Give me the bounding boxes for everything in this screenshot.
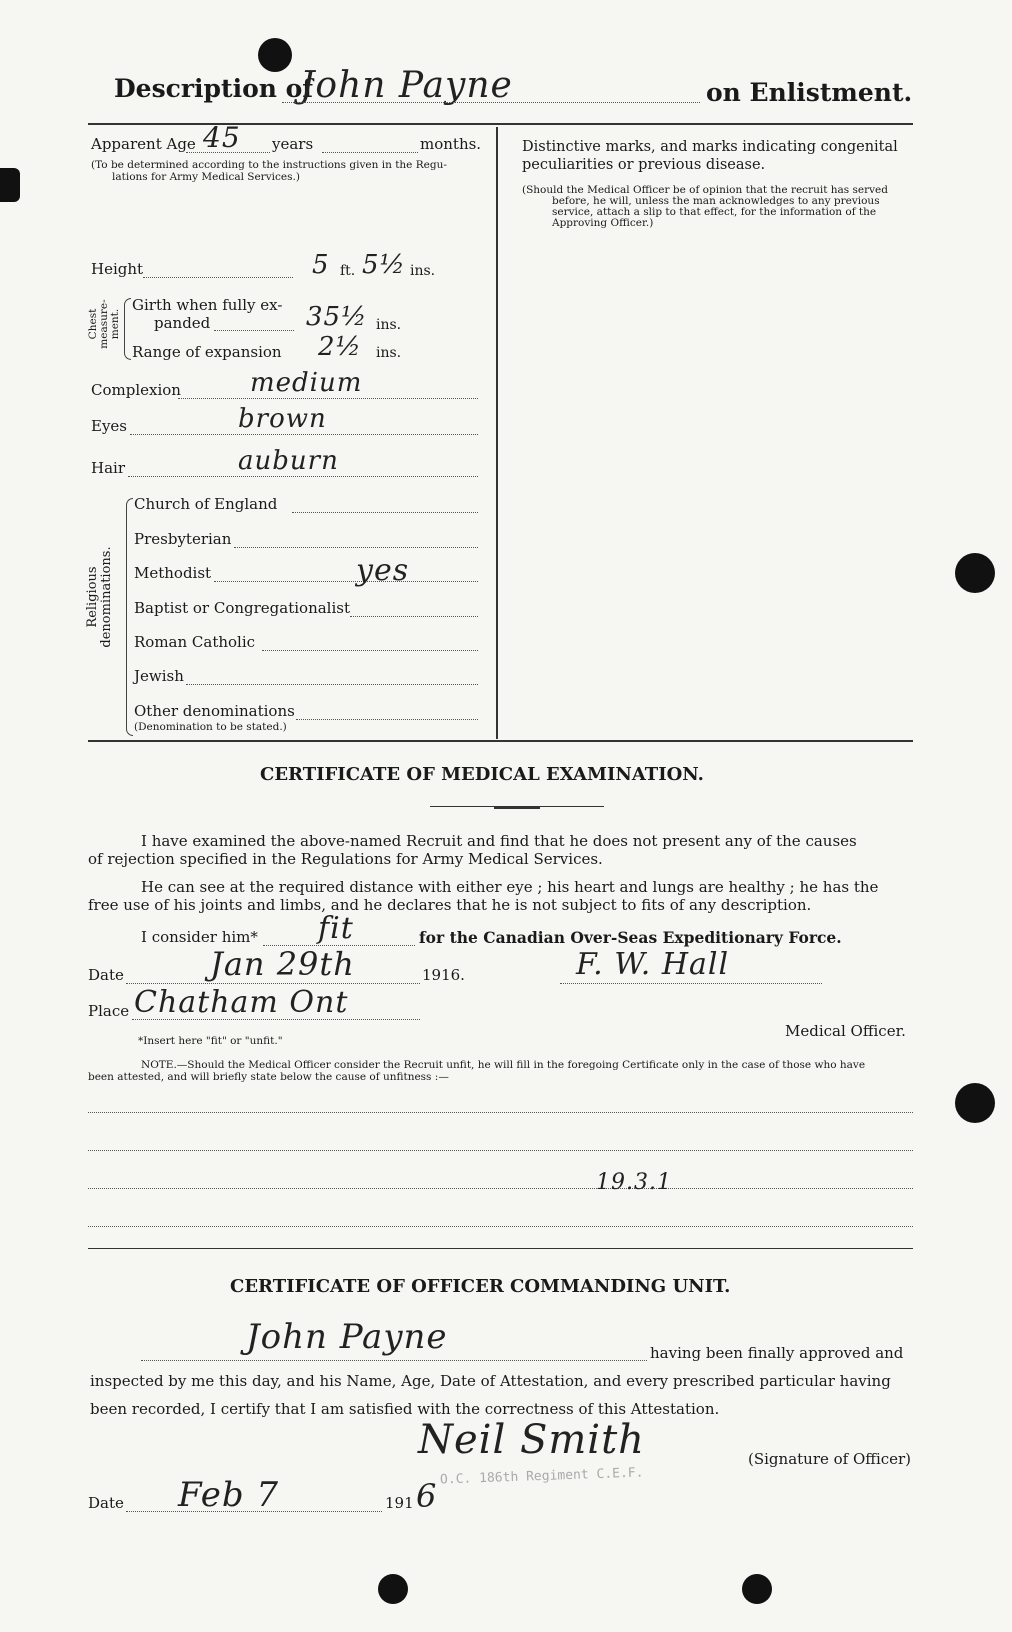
girth-label-1: Girth when fully ex- (132, 296, 283, 314)
girth-value: 35½ (306, 302, 368, 332)
consider-label: I consider him* (141, 928, 258, 946)
age-value: 45 (203, 121, 241, 154)
unfit-line-2 (88, 1150, 913, 1151)
officer-name-line (141, 1360, 647, 1361)
religion-line-3 (214, 581, 478, 582)
unfit-note-2: been attested, and will briefly state below the cause of unfitness :— (88, 1071, 449, 1083)
religion-line-6 (186, 684, 478, 685)
religion-line-1 (292, 512, 478, 513)
complexion-line (178, 398, 478, 399)
for-force-text: for the Canadian Over-Seas Expeditionary Force. (419, 928, 842, 947)
officer-line1-end: having been finally approved and (650, 1344, 904, 1362)
officer-stamp: O.C. 186th Regiment C.E.F. (439, 1465, 644, 1488)
religion-baptist: Baptist or Congregationalist (134, 599, 350, 617)
range-value: 2½ (318, 332, 362, 362)
religion-line-4 (350, 616, 478, 617)
height-label: Height (91, 260, 144, 278)
unfit-line-1 (88, 1112, 913, 1113)
months-line (322, 152, 418, 153)
age-line (186, 152, 270, 153)
religion-presbyterian: Presbyterian (134, 530, 232, 548)
officer-date-value: Feb 7 (178, 1475, 280, 1515)
religion-line-2 (234, 547, 478, 548)
column-divider (496, 127, 498, 739)
religion-other: Other denominations (134, 702, 295, 720)
years-label: years (272, 135, 314, 153)
left-edge-tab (0, 168, 20, 202)
eyes-line (130, 434, 478, 435)
methodist-value: yes (356, 553, 410, 588)
ft-label: ft. (340, 263, 356, 279)
place-value: Chatham Ont (134, 985, 349, 1020)
marks-heading-1: Distinctive marks, and marks indicating congenital (522, 139, 898, 155)
medical-date-label: Date (88, 966, 124, 984)
complexion-value: medium (250, 368, 363, 398)
age-note-1: (To be determined according to the instructions given in the Regu- (91, 159, 447, 171)
religion-brace (126, 498, 133, 736)
officer-date-label: Date (88, 1494, 124, 1512)
insert-note: *Insert here "fit" or "unfit." (138, 1035, 283, 1047)
medical-cert-underline-bold (494, 806, 540, 809)
marks-note-1: (Should the Medical Officer be of opinion that the recruit has served (522, 184, 888, 196)
officer-cert-title: CERTIFICATE OF OFFICER COMMANDING UNIT. (230, 1276, 731, 1297)
unfit-note-1: NOTE.—Should the Medical Officer consider the Recruit unfit, he will fill in the foregoing Certificate only in the case of those who have (141, 1059, 866, 1071)
apparent-age-label: Apparent Age (91, 135, 196, 153)
punch-hole-bottom-2 (742, 1574, 772, 1604)
medical-officer-label: Medical Officer. (785, 1022, 906, 1040)
margin-mark: 19.3.1 (596, 1170, 672, 1195)
officer-signature: Neil Smith (418, 1417, 645, 1463)
religion-other-note: (Denomination to be stated.) (134, 721, 287, 733)
medical-officer-signature: F. W. Hall (576, 947, 730, 982)
medical-date-year: 1916. (422, 966, 465, 984)
range-unit: ins. (376, 345, 402, 361)
marks-note-2: before, he will, unless the man acknowledges to any previous (552, 195, 880, 207)
height-ins-label: ins. (410, 263, 436, 279)
religion-roman-catholic: Roman Catholic (134, 633, 256, 651)
fit-value: fit (318, 911, 354, 946)
section-rule-1 (88, 740, 913, 742)
hair-label: Hair (91, 459, 125, 477)
header-name-handwritten: John Payne (300, 65, 513, 106)
medical-date-line (126, 983, 420, 984)
marks-heading-2: peculiarities or previous disease. (522, 157, 766, 173)
medical-date-value: Jan 29th (210, 945, 355, 983)
hair-line (128, 476, 478, 477)
section-rule-2 (88, 1248, 913, 1249)
marks-note-4: Approving Officer.) (552, 217, 654, 229)
religion-side-label: Religious denominations. (85, 546, 114, 648)
girth-line (214, 330, 294, 331)
girth-label-2: panded (154, 314, 211, 332)
height-ft-value: 5 (312, 250, 330, 280)
medical-para2-line1: He can see at the required distance with either eye ; his heart and lungs are healthy ; he has the (141, 878, 879, 896)
header-name-line (282, 102, 700, 103)
religion-methodist: Methodist (134, 564, 212, 582)
height-line (143, 277, 293, 278)
hair-value: auburn (238, 446, 339, 476)
punch-hole-right-1 (955, 553, 995, 593)
medical-para1-line2: of rejection specified in the Regulations for Army Medical Services. (88, 850, 603, 868)
religion-line-5 (262, 650, 478, 651)
officer-line2: inspected by me this day, and his Name, Age, Date of Attestation, and every prescribed particular having (90, 1372, 891, 1390)
chest-measurement-label: Chest measure- ment. (87, 299, 122, 349)
range-label: Range of expansion (132, 343, 282, 361)
officer-line3: been recorded, I certify that I am satisfied with the correctness of this Attestation. (90, 1400, 720, 1418)
header-description-of: Description of (114, 74, 314, 103)
unfit-line-4 (88, 1226, 913, 1227)
marks-note-3: service, attach a slip to that effect, for the information of the (552, 206, 877, 218)
signature-of-officer-label: (Signature of Officer) (748, 1450, 912, 1468)
officer-name-value: John Payne (246, 1317, 448, 1357)
eyes-label: Eyes (91, 417, 127, 435)
medical-signature-line (560, 983, 822, 984)
height-in-value: 5½ (362, 250, 406, 280)
medical-para2-line2: free use of his joints and limbs, and he declares that he is not subject to fits of any description. (88, 896, 812, 914)
punch-hole-bottom-1 (378, 1574, 408, 1604)
medical-cert-title: CERTIFICATE OF MEDICAL EXAMINATION. (260, 764, 704, 785)
girth-unit: ins. (376, 317, 402, 333)
eyes-value: brown (238, 404, 327, 434)
chest-brace (124, 298, 131, 360)
religion-church-of-england: Church of England (134, 495, 278, 513)
punch-hole-right-2 (955, 1083, 995, 1123)
medical-para1-line1: I have examined the above-named Recruit and find that he does not present any of the causes (141, 832, 857, 850)
unfit-line-3 (88, 1188, 913, 1189)
religion-line-7 (296, 719, 478, 720)
place-label: Place (88, 1002, 130, 1020)
header-on-enlistment: on Enlistment. (706, 78, 913, 107)
months-label: months. (420, 135, 482, 153)
officer-date-year-hand: 6 (416, 1477, 438, 1515)
religion-jewish: Jewish (134, 667, 184, 685)
complexion-label: Complexion (91, 381, 181, 399)
punch-hole-top (258, 38, 292, 72)
officer-date-year: 191 (385, 1494, 414, 1512)
age-note-2: lations for Army Medical Services.) (112, 171, 300, 183)
